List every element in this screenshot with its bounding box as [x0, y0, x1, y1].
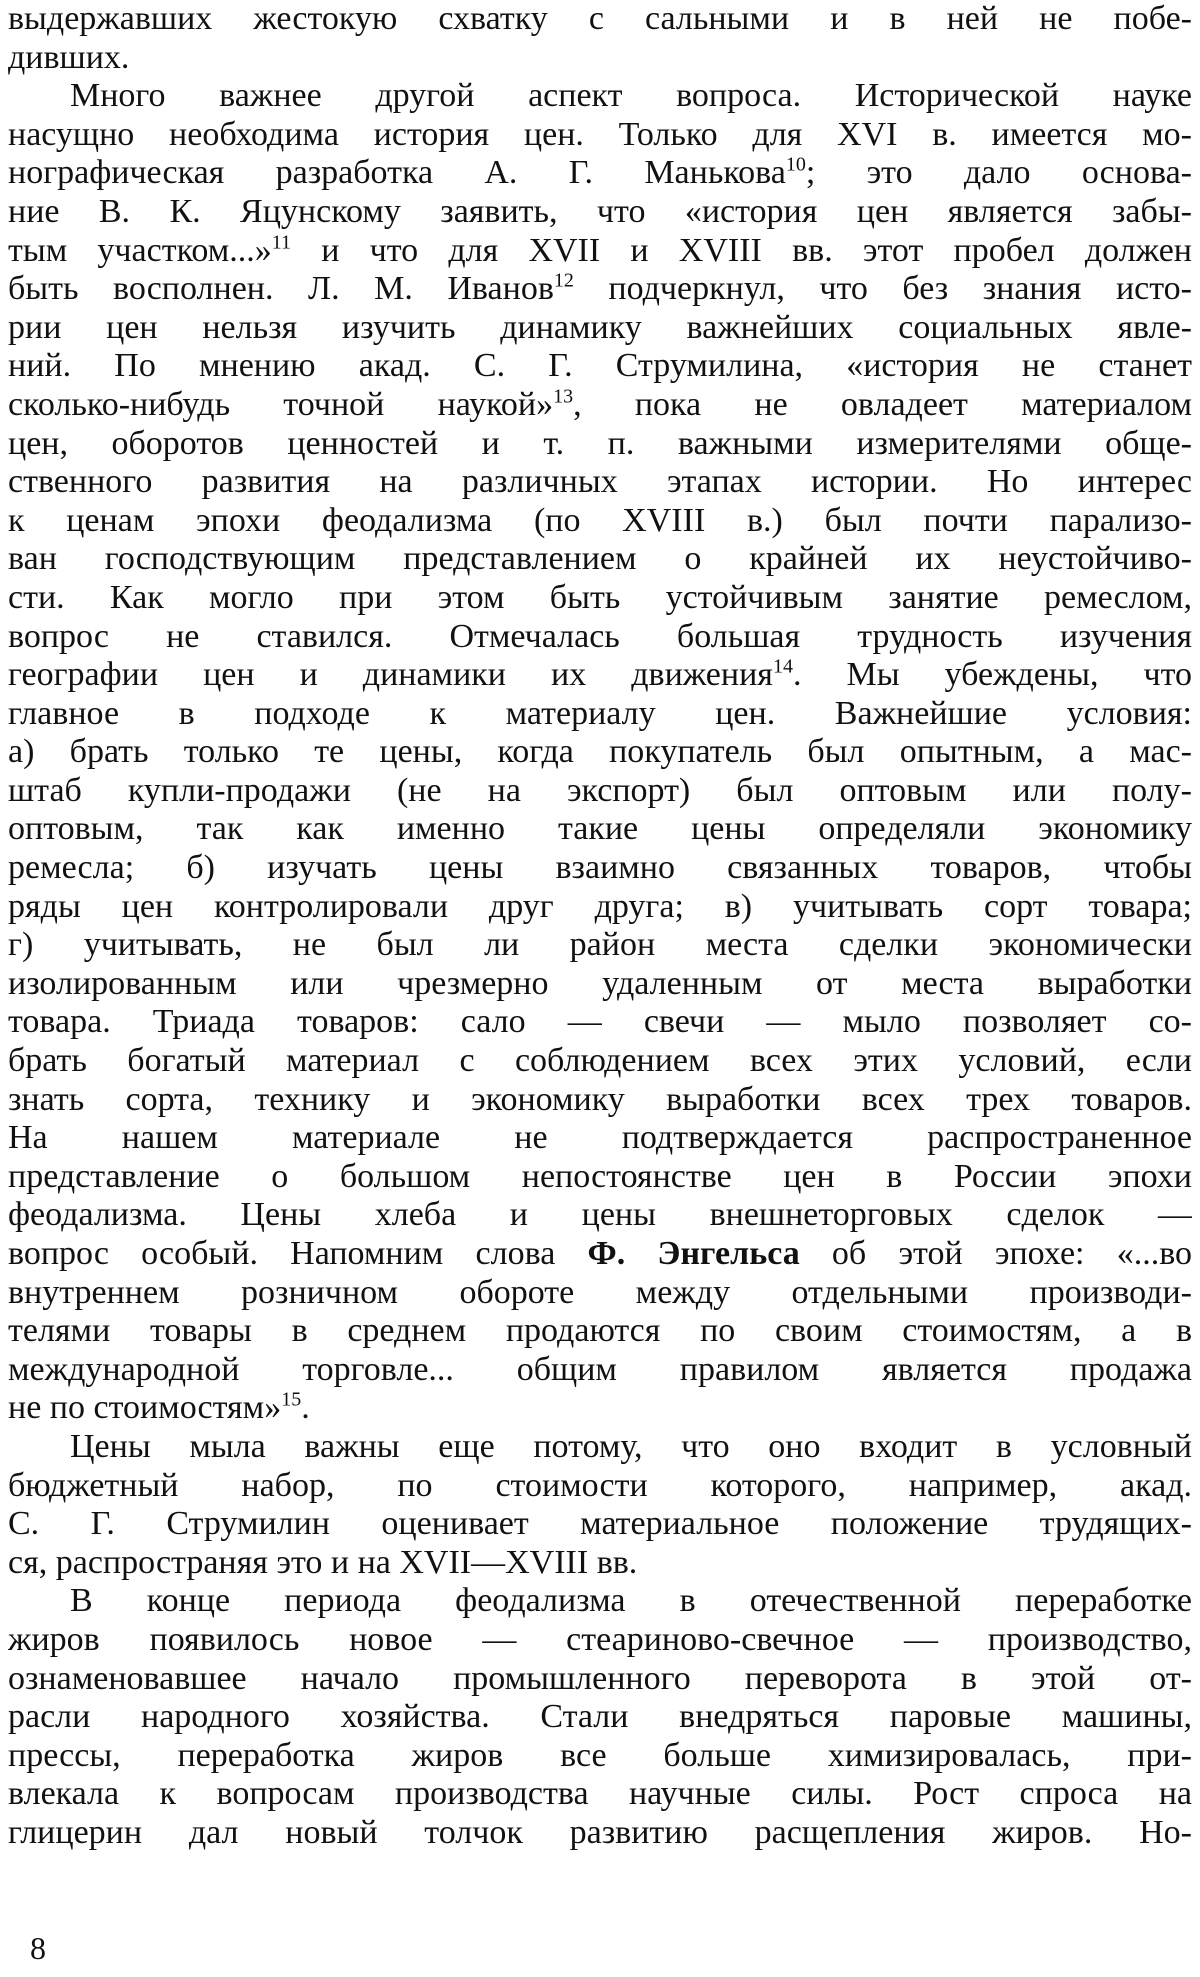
footnote-marker: 14 [772, 656, 793, 678]
text-line [8, 502, 1192, 541]
text-segment: цен, оборотов ценностей и т. п. важными измерителями обще- [8, 424, 1192, 462]
footnote-marker: 15 [281, 1389, 302, 1412]
text-segment: главное в подходе к материалу цен. Важнейшие условия: [8, 694, 1192, 732]
footnote-marker: 11 [271, 231, 291, 254]
text-segment: быть восполнен. Л. М. Иванов [8, 270, 554, 308]
text-segment: изолированным или чрезмерно удаленным от места выработки [8, 964, 1192, 1002]
text-segment: ван господствующим представлением о крайней их неустойчиво- [8, 540, 1192, 578]
text-line [8, 1196, 1192, 1235]
text-segment: рии цен нельзя изучить динамику важнейших социальных явле- [8, 308, 1192, 346]
text-line [8, 1003, 1192, 1042]
text-segment: . [301, 1389, 310, 1427]
text-segment: представление о большом непостоянстве цен в России эпохи [8, 1157, 1192, 1195]
text-line [8, 116, 1192, 155]
text-segment: вопрос особый. Напомним слова [8, 1235, 588, 1272]
text-line [8, 347, 1192, 386]
text-segment: насущно необходима история цен. Только для XVI в. имеется мо- [8, 115, 1192, 153]
text-line [8, 772, 1192, 811]
footnote-marker: 12 [553, 270, 574, 292]
footnote-marker: 10 [785, 154, 806, 177]
text-segment: знать сорта, технику и экономику выработки всех трех товаров. [8, 1080, 1192, 1118]
text-segment: бюджетный набор, по стоимости которого, например, акад. [8, 1466, 1192, 1504]
text-segment: подчеркнул, что без знания исто- [573, 270, 1192, 308]
text-segment: к ценам эпохи феодализма (по XVIII в.) был почти парализо- [8, 501, 1192, 539]
text-segment: оптовым, так как именно такие цены определяли экономику [8, 810, 1192, 848]
body-text [8, 0, 1192, 1853]
text-segment: ремесла; б) изучать цены взаимно связанных товаров, чтобы [8, 849, 1192, 887]
text-segment: Цены мыла важны еще потому, что оно входит в условный [70, 1427, 1192, 1465]
text-line [8, 154, 1192, 193]
text-line [8, 1660, 1192, 1699]
text-line [8, 1158, 1192, 1197]
text-segment: товара. Триада товаров: сало — свечи — мыло позволяет со- [8, 1003, 1192, 1041]
text-segment: . Мы убеждены, что [792, 656, 1192, 694]
text-line [8, 386, 1192, 425]
text-line [8, 849, 1192, 888]
text-line [8, 733, 1192, 772]
text-segment: ; это дало основа- [805, 154, 1192, 192]
text-segment: ственного развития на различных этапах истории. Но интерес [8, 463, 1192, 501]
text-segment: ний. По мнению акад. С. Г. Струмилина, «история не станет [8, 347, 1192, 385]
text-segment: а) брать только те цены, когда покупатель был опытным, а мас- [8, 733, 1192, 771]
text-line [8, 926, 1192, 965]
text-segment: нографическая разработка А. Г. Манькова [8, 154, 786, 192]
text-segment: штаб купли-продажи (не на экспорт) был оптовым или полу- [8, 771, 1192, 809]
text-line [8, 309, 1192, 348]
text-segment: брать богатый материал с соблюдением всех этих условий, если [8, 1042, 1192, 1080]
text-segment: , пока не овладеет материалом [573, 385, 1192, 423]
text-line [8, 1505, 1192, 1544]
text-line [8, 1235, 1192, 1274]
text-segment: В конце периода феодализма в отечественной переработке [70, 1582, 1192, 1620]
text-segment: ние В. К. Яцунскому заявить, что «история цен является забы- [8, 192, 1192, 230]
text-segment: прессы, переработка жиров все больше химизировалась, при- [8, 1736, 1192, 1774]
text-segment: телями товары в среднем продаются по своим стоимостям, а в [8, 1312, 1192, 1350]
text-line [8, 1737, 1192, 1776]
text-line [8, 1042, 1192, 1081]
text-line [8, 888, 1192, 927]
text-segment: сти. Как могло при этом быть устойчивым занятие ремеслом, [8, 578, 1192, 616]
text-segment: географии цен и динамики их движения [8, 656, 773, 694]
text-line [8, 1428, 1192, 1467]
text-line [8, 1389, 1192, 1428]
text-line [8, 1467, 1192, 1506]
text-segment: феодализма. Цены хлеба и цены внешнеторговых сделок — [8, 1196, 1192, 1234]
text-line [8, 77, 1192, 116]
footnote-marker: 13 [553, 385, 574, 408]
text-line [8, 1621, 1192, 1660]
text-segment: ознаменовавшее начало промышленного переворота в этой от- [8, 1659, 1192, 1697]
text-line [8, 1775, 1192, 1814]
text-segment: С. Г. Струмилин оценивает материальное положение трудящих- [8, 1505, 1192, 1543]
text-line [8, 232, 1192, 271]
text-line [8, 270, 1192, 309]
text-segment: об этой эпохе: «...во [799, 1235, 1192, 1272]
text-segment: сколько-нибудь точной наукой» [8, 385, 554, 423]
text-line [8, 1351, 1192, 1390]
text-segment: дивших. [8, 38, 130, 76]
text-line [8, 1582, 1192, 1621]
text-line [8, 1544, 1192, 1583]
text-line [8, 1119, 1192, 1158]
text-segment: влекала к вопросам производства научные силы. Рост спроса на [8, 1775, 1192, 1813]
text-segment: ся, распространяя это и на XVII—XVIII вв. [8, 1543, 638, 1581]
text-line [8, 965, 1192, 1004]
text-line [8, 1312, 1192, 1351]
text-line [8, 1081, 1192, 1120]
text-line [8, 1274, 1192, 1313]
text-line [8, 425, 1192, 464]
text-line [8, 618, 1192, 657]
text-line [8, 463, 1192, 502]
text-segment: расли народного хозяйства. Стали внедряться паровые машины, [8, 1698, 1192, 1736]
text-line [8, 193, 1192, 232]
text-line [8, 39, 1192, 78]
text-line [8, 1814, 1192, 1853]
text-segment: тым участком...» [8, 231, 272, 269]
text-segment: г) учитывать, не был ли район места сделки экономически [8, 926, 1192, 964]
text-segment: Много важнее другой аспект вопроса. Исторической науке [70, 77, 1192, 115]
text-line [8, 810, 1192, 849]
text-line [8, 0, 1192, 39]
text-line [8, 540, 1192, 579]
text-segment: выдержавших жестокую схватку с сальными и в ней не побе- [8, 0, 1192, 37]
page-number: 8 [30, 1930, 46, 1966]
text-segment: внутреннем розничном обороте между отдельными производи- [8, 1273, 1192, 1311]
text-segment: международной торговле... общим правилом является продажа [8, 1350, 1192, 1388]
text-line [8, 695, 1192, 734]
text-segment: На нашем материале не подтверждается распространенное [8, 1119, 1192, 1157]
text-segment: не по стоимостям» [8, 1389, 282, 1427]
bold-name: Ф. Энгельса [587, 1235, 800, 1272]
text-segment: жиров появилось новое — стеариново-свечное — производство, [8, 1620, 1192, 1658]
text-line [8, 1698, 1192, 1737]
text-line [8, 656, 1192, 695]
text-line [8, 579, 1192, 618]
text-segment: вопрос не ставился. Отмечалась большая трудность изучения [8, 617, 1192, 655]
text-segment: и что для XVII и XVIII вв. этот пробел должен [291, 231, 1192, 269]
text-segment: глицерин дал новый толчок развитию расщепления жиров. Но- [8, 1813, 1192, 1851]
text-segment: ряды цен контролировали друг друга; в) учитывать сорт товара; [8, 887, 1192, 925]
